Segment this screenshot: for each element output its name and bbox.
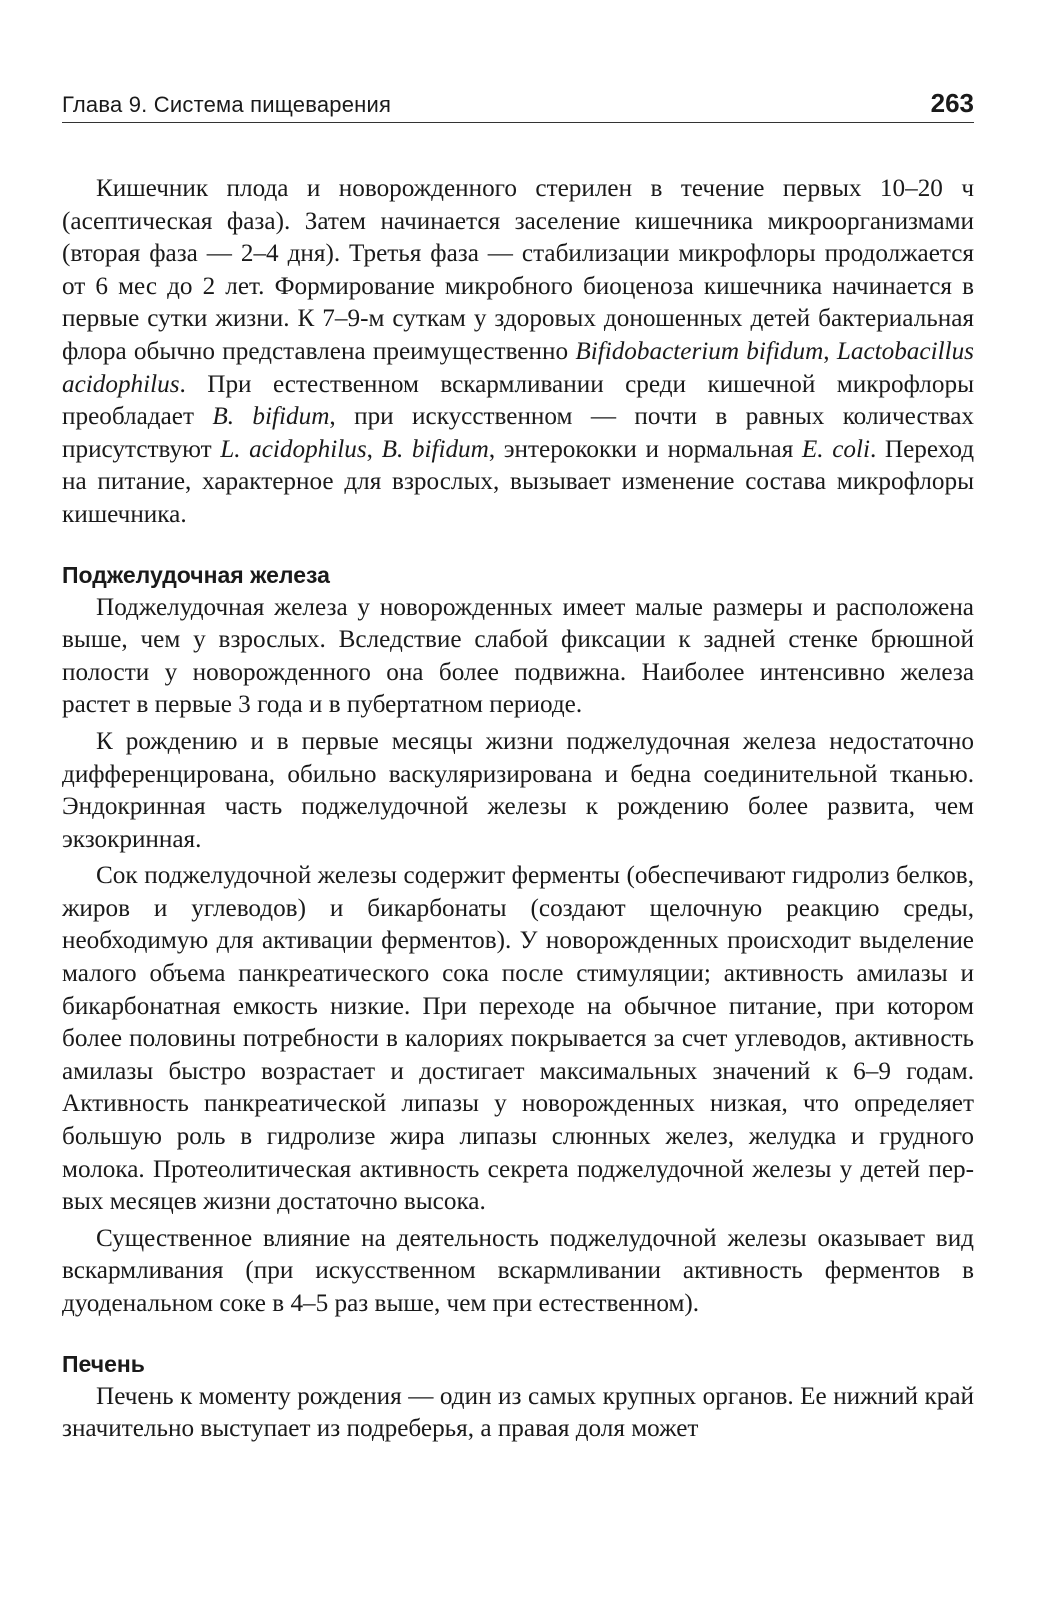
species-name: B. bifidum <box>381 435 489 463</box>
book-page <box>62 88 974 1450</box>
section-heading-liver: Печень <box>62 1350 145 1377</box>
page-number: 263 <box>930 88 974 118</box>
section-heading-pancreas: Поджелудочная железа <box>62 561 330 588</box>
species-name: Bifidobacterium bifidum <box>575 337 824 365</box>
running-header <box>62 88 974 123</box>
paragraph-pancreatic-juice: Сок поджелудочной железы содержит ферменты (обеспечивают гидролиз белков, жиров и углеводов) и бикарбонаты (создают щелочную реакцию среды, необходимую для активации ферментов). У новорожденных происходит выделение малого объема панкреатического сока после стимуляции; активность амилазы и бикарбонатная емкость низкие. При переходе на обычное питание, при котором более половины потребности в калориях покрывается за счет углеводов, активность амилазы быстро возрастает и достигает максимальных значений к 6–9 годам. Активность панкреатической липазы у новорожденных низкая, что определяет большую роль в гидролизе жира липазы слюнных желез, желудка и грудного молока. Протеолитическая активность секрета поджелудочной железы у детей первых месяцев жизни достаточно высока. <box>62 862 974 1216</box>
body-text <box>62 173 974 1446</box>
paragraph-pancreas-differentiation: К рождению и в первые месяцы жизни поджелудочная железа недостаточно дифференцирована, обильно васкуляризирована и бедна соединительной тканью. Эндокринная часть поджелудочной железы к рождению более развита, чем экзокринная. <box>62 727 974 853</box>
paragraph-intestinal-flora: Кишечник плода и новорожденного стерилен в течение первых 10–20 ч (асептическая фаза). Затем начинается заселение кишечника микроорганизмами (вторая фаза — 2–4 дня). Третья фаза — стабилизации микрофлоры продолжается от 6 мес до 2 лет. Формирование микробного биоценоза кишечника начинается в первые сутки жизни. К 7–9-м суткам у здоровых доношенных детей бактериальная флора обычно представлена преимущественно Bifidobacterium bifidum, Lactobacillus acidophilus. При естественном вскармливании среди кишечной микрофлоры преобладает B. bifidum, при искусственном — почти в равных количествах присутствуют L. acidophilus, B. bifidum, энтерококки и нормальная E. coli. Переход на питание, характерное для взрослых, вызывает изменение состава микрофлоры кишечника. <box>62 175 975 528</box>
species-name: Lactobacillus acidophilus <box>62 337 974 398</box>
species-name: E. coli <box>801 435 870 463</box>
paragraph-liver: Печень к моменту рождения — один из самых крупных органов. Ее нижний край значительно выступает из подреберья, а правая доля может <box>62 1382 974 1443</box>
paragraph-feeding-influence: Существенное влияние на деятельность поджелудочной железы оказывает вид вскармливания (при искусственном вскармливании активность ферментов в дуоденальном соке в 4–5 раз выше, чем при естественном). <box>62 1224 974 1317</box>
chapter-title: Глава 9. Система пищеварения <box>62 92 392 117</box>
paragraph-pancreas-size: Поджелудочная железа у новорожденных имеет малые размеры и расположена выше, чем у взрослых. Вследствие слабой фиксации к задней стенке брюшной полости у новорожденного она более подвижна. Наиболее интенсивно железа растет в первые 3 года и в пубертатном периоде. <box>62 593 974 719</box>
species-name: L. acidophilus <box>220 435 367 463</box>
species-name: B. bifidum <box>212 403 330 431</box>
